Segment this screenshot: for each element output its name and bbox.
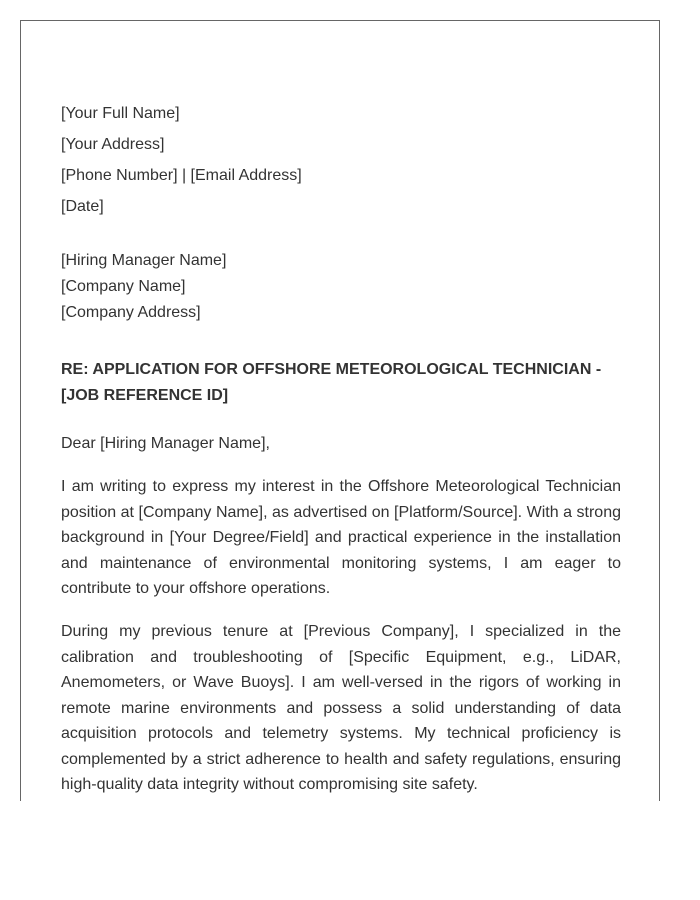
recipient-manager: [Hiring Manager Name] bbox=[61, 252, 227, 269]
subject-block bbox=[61, 357, 621, 409]
salutation bbox=[61, 434, 621, 454]
paragraph-text: I am writing to express my interest in the Offshore Meteorological Technician position at [Company Name], as advertised on [Platform/Source]. With a strong background in [Your Degree/Field] and practical experience in the installation and maintenance of environmental monitoring systems, I am eager to contribute to your offshore operations. bbox=[61, 478, 621, 597]
body-paragraph-1 bbox=[61, 474, 621, 602]
recipient-block bbox=[61, 251, 621, 329]
sender-address: [Your Address] bbox=[61, 136, 165, 153]
paragraph-text: During my previous tenure at [Previous Company], I specialized in the calibration and troubleshooting of [Specific Equipment, e.g., LiDAR, Anemometers, or Wave Buoys]. I am well-versed in the rigors of working in remote marine environments and possess a solid understanding of data acquisition protocols and telemetry systems. My technical proficiency is complemented by a strict adherence to health and safety regulations, ensuring high-quality data integrity without compromising site safety. bbox=[61, 623, 621, 793]
sender-block bbox=[61, 104, 621, 228]
recipient-address: [Company Address] bbox=[61, 304, 201, 321]
sender-name: [Your Full Name] bbox=[61, 105, 180, 122]
subject-line-2: [JOB REFERENCE ID] bbox=[61, 387, 229, 404]
letter-page bbox=[20, 20, 660, 801]
salutation-text: Dear [Hiring Manager Name], bbox=[61, 435, 270, 452]
letter-date: [Date] bbox=[61, 198, 104, 215]
recipient-company: [Company Name] bbox=[61, 278, 186, 295]
sender-contact: [Phone Number] | [Email Address] bbox=[61, 167, 302, 184]
subject-line-1: RE: APPLICATION FOR OFFSHORE METEOROLOGICAL TECHNICIAN - bbox=[61, 361, 602, 378]
body-paragraph-2 bbox=[61, 619, 621, 798]
